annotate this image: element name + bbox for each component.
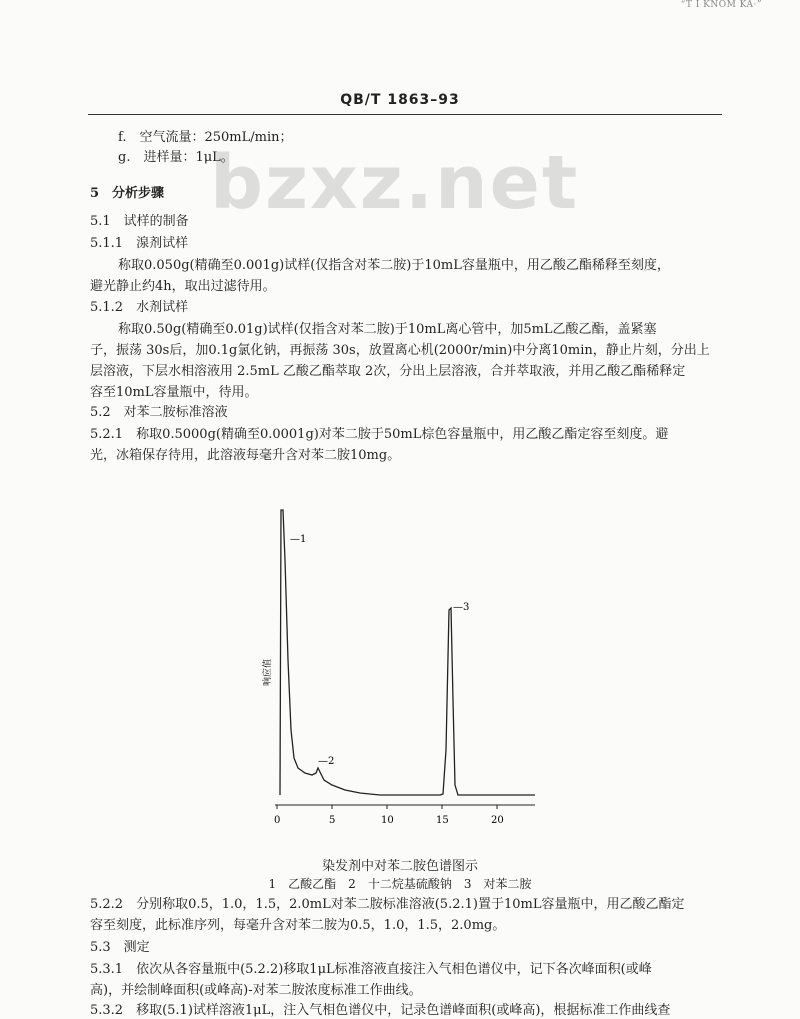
- x-tick-15: 15: [436, 815, 449, 826]
- text-line-f: f. 空气流量：250mL/min；: [118, 130, 293, 145]
- page-corner-mark: “T I KNOM KA·”: [680, 0, 762, 10]
- peak-label-2: —2: [318, 756, 335, 767]
- standard-number-header: QB/T 1863–93: [340, 92, 460, 108]
- text-line-p2a: 称取0.50g(精确至0.01g)试样(仅指含对苯二胺)于10mL离心管中，加5mL乙酸乙酯，盖紧塞: [118, 322, 657, 337]
- text-line-p1a: 称取0.050g(精确至0.001g)试样(仅指含对苯二胺)于10mL容量瓶中，用乙酸乙酯稀释至刻度，: [118, 258, 670, 273]
- text-line-p3b: 光，冰箱保存待用，此溶液每毫升含对苯二胺10mg。: [90, 448, 401, 463]
- y-axis-label: 响应值: [263, 658, 273, 686]
- chromatogram-trace: [280, 510, 535, 795]
- text-line-g: g. 进样量：1μL。: [118, 150, 234, 165]
- text-line-p3a: 5.2.1 称取0.5000g(精确至0.0001g)对苯二胺于50mL棕色容量瓶中，用乙酸乙酯定容至刻度。避: [90, 427, 669, 442]
- x-tick-10: 10: [381, 815, 394, 826]
- x-tick-0: 0: [274, 815, 281, 826]
- chromatogram-figure: [250, 500, 550, 840]
- figure-caption: 染发剂中对苯二胺色谱图示: [321, 859, 478, 874]
- header-divider: [88, 114, 722, 115]
- text-line-s52: 5.2 对苯二胺标准溶液: [90, 405, 228, 420]
- text-line-s511: 5.1.1 湶剂试样: [90, 236, 189, 251]
- text-line-p2d: 容至10mL容量瓶中，待用。: [90, 385, 258, 400]
- x-tick-5: 5: [329, 815, 336, 826]
- figure-legend: 1 乙酸乙酯 2 十二烷基硫酸钠 3 对苯二胺: [268, 877, 532, 891]
- text-line-p2b: 子，振荡 30s后，加0.1g氯化钠，再振荡 30s，放置离心机(2000r/min)中分离10min，静止片刻，分出上: [90, 343, 710, 358]
- text-line-p1b: 避光静止约4h，取出过滤待用。: [90, 279, 276, 294]
- watermark: bzxz.net: [210, 140, 580, 226]
- text-line-p2c: 层溶液，下层水相溶液用 2.5mL 乙酸乙酯萃取 2次，分出上层溶液，合并萃取液，并用乙酸乙酯稀释定: [90, 364, 686, 379]
- peak-label-3: —3: [453, 602, 470, 613]
- text-line-s5: 5 分析步骤: [90, 186, 165, 201]
- text-line-p5a: 5.3.1 依次从各容量瓶中(5.2.2)移取1μL标准溶液直接注入气相色谱仪中，记下各次峰面积(或峰: [90, 962, 652, 977]
- text-line-s53: 5.3 测定: [90, 940, 150, 955]
- chromatogram-svg: [250, 500, 550, 840]
- x-tick-20: 20: [491, 815, 504, 826]
- text-line-p4b: 容至刻度，此标准序列，每毫升含对苯二胺为0.5，1.0，1.5，2.0mg。: [90, 918, 506, 933]
- text-line-s51: 5.1 试样的制备: [90, 214, 189, 229]
- x-tick-marks: [277, 805, 497, 809]
- peak-label-1: —1: [290, 534, 307, 545]
- text-line-p6a: 5.3.2 移取(5.1)试样溶液1μL，注入气相色谱仪中，记录色谱峰面积(或峰高)，根据标准工作曲线查: [90, 1003, 671, 1018]
- text-line-p4a: 5.2.2 分别称取0.5，1.0，1.5，2.0mL对苯二胺标准溶液(5.2.1)置于10mL容量瓶中，用乙酸乙酯定: [90, 897, 685, 912]
- text-line-p5b: 高)，并绘制峰面积(或峰高)-对苯二胺浓度标准工作曲线。: [90, 983, 422, 998]
- text-line-s512: 5.1.2 水剂试样: [90, 300, 189, 315]
